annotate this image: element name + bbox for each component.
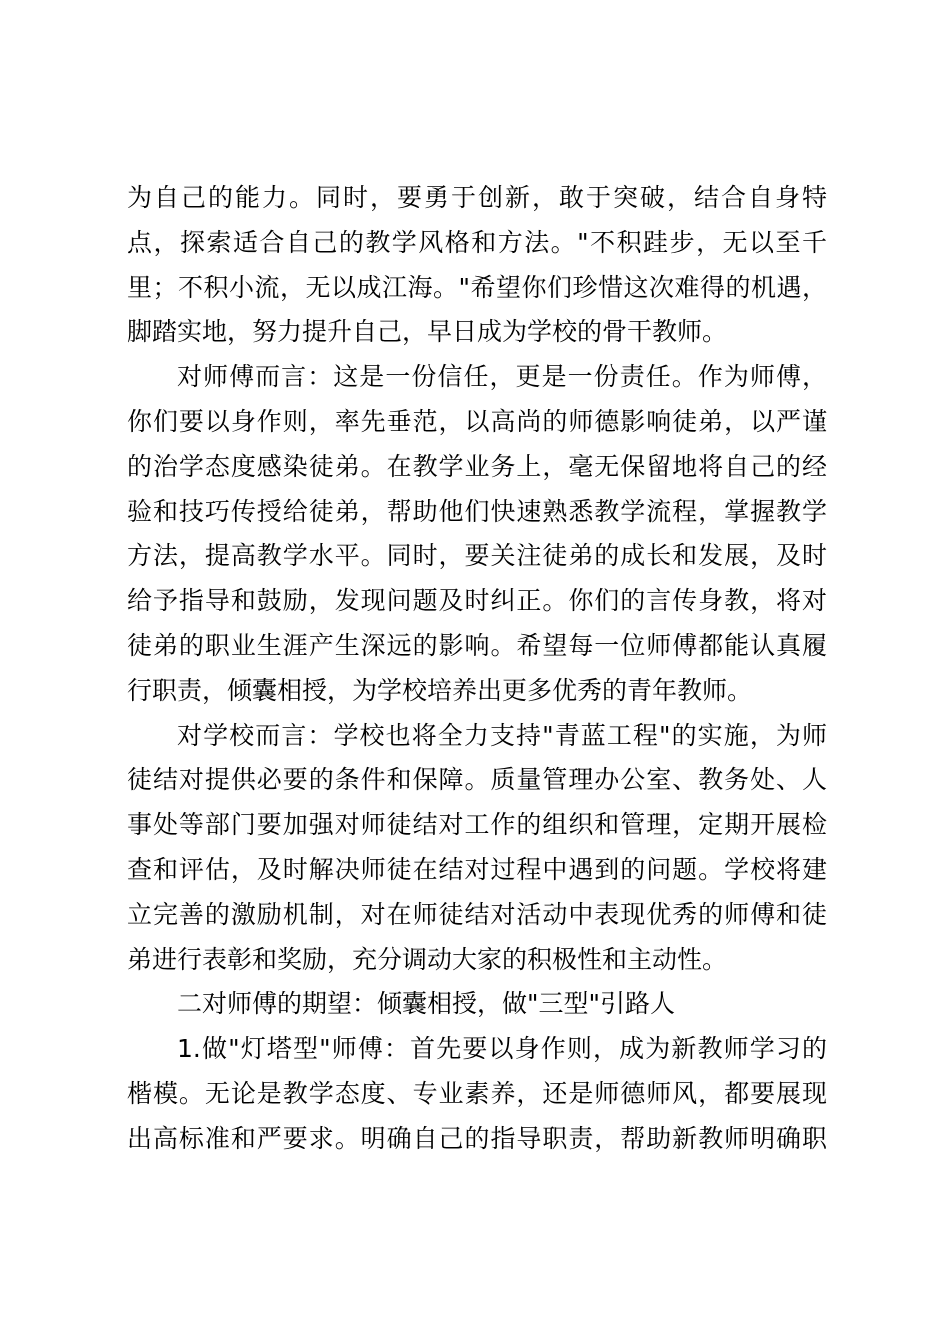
text-line: 验和技巧传授给徒弟，帮助他们快速熟悉教学流程，掌握教学 <box>127 496 827 526</box>
text-line: 查和评估，及时解决师徒在结对过程中遇到的问题。学校将建 <box>127 854 827 884</box>
heading-line: 二对师傅的期望：倾囊相授，做"三型"引路人 <box>177 989 675 1019</box>
text-line: 为自己的能力。同时，要勇于创新，敢于突破，结合自身特 <box>127 183 827 212</box>
text-line: 出高标准和严要求。明确自己的指导职责，帮助新教师明确职 <box>127 1123 827 1153</box>
text-line: 对学校而言：学校也将全力支持"青蓝工程"的实施，为师 <box>177 720 827 750</box>
text-line: 事处等部门要加强对师徒结对工作的组织和管理，定期开展检 <box>127 810 827 840</box>
text-line: 里；不积小流，无以成江海。"希望你们珍惜这次难得的机遇， <box>127 272 827 302</box>
text-line: 弟进行表彰和奖励，充分调动大家的积极性和主动性。 <box>127 944 728 974</box>
text-line: 徒弟的职业生涯产生深远的影响。希望每一位师傅都能认真履 <box>127 630 827 660</box>
section-heading <box>127 982 827 1027</box>
text-line: 点，探索适合自己的教学风格和方法。"不积跬步，无以至千 <box>127 227 827 257</box>
text-line: 的治学态度感染徒弟。在教学业务上，毫无保留地将自己的经 <box>127 451 827 481</box>
text-line: 行职责，倾囊相授，为学校培养出更多优秀的青年教师。 <box>127 675 753 705</box>
text-line: 你们要以身作则，率先垂范，以高尚的师德影响徒弟，以严谨 <box>127 406 827 436</box>
text-line: 徒结对提供必要的条件和保障。质量管理办公室、教务处、人 <box>127 765 827 795</box>
text-line: 脚踏实地，努力提升自己，早日成为学校的骨干教师。 <box>127 317 728 347</box>
paragraph-3 <box>127 714 827 983</box>
text-line: 楷模。无论是教学态度、专业素养，还是师德师风，都要展现 <box>127 1078 827 1108</box>
paragraph-4 <box>127 1027 827 1161</box>
text-line: 1.做"灯塔型"师傅：首先要以身作则，成为新教师学习的 <box>177 1034 827 1064</box>
paragraph-1 <box>127 176 827 355</box>
text-line: 对师傅而言：这是一份信任，更是一份责任。作为师傅， <box>177 362 827 392</box>
body-text <box>127 176 827 1162</box>
text-line: 方法，提高教学水平。同时，要关注徒弟的成长和发展，及时 <box>127 541 827 571</box>
text-line: 立完善的激励机制，对在师徒结对活动中表现优秀的师傅和徒 <box>127 899 827 929</box>
text-line: 给予指导和鼓励，发现问题及时纠正。你们的言传身教，将对 <box>127 586 827 616</box>
paragraph-2 <box>127 355 827 713</box>
